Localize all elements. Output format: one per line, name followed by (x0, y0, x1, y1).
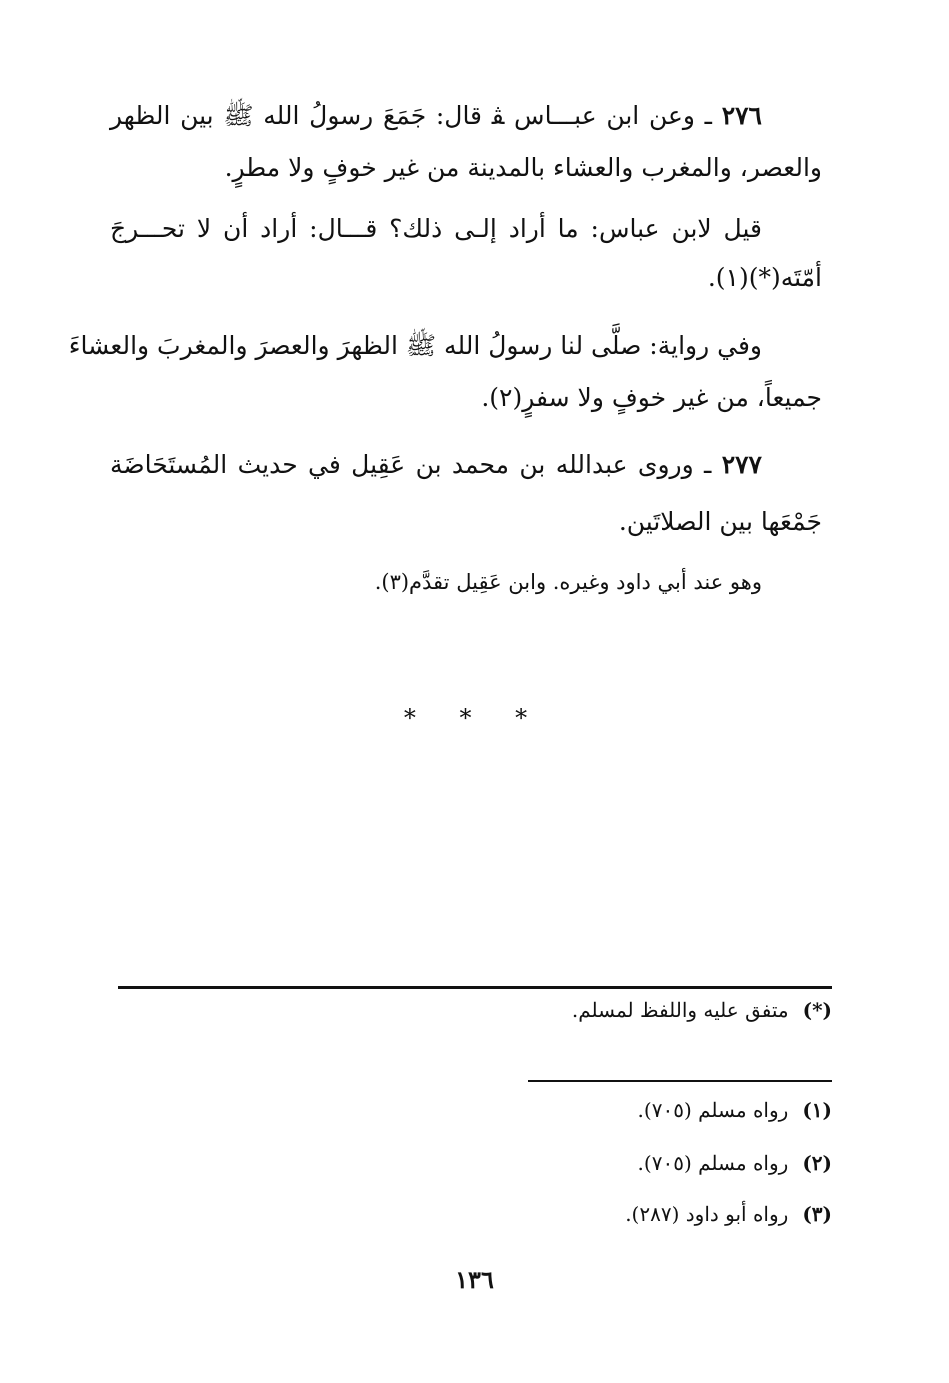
hadith-276-line-4: أمّتَه(*)(١). (707, 263, 822, 292)
footnote-3-mark: (٣) (802, 1202, 832, 1226)
footnote-2-text: رواه مسلم (٧٠٥). (637, 1151, 789, 1175)
hadith-276-text-1: ـ وعن ابن عبـــاس ﭭ قال: جَمَعَ رسولُ الله ﷺ بين الظهر (110, 101, 712, 130)
hadith-276-line-2: والعصر، والمغرب والعشاء بالمدينة من غير خوفٍ ولا مطرٍ. (224, 153, 822, 182)
footnote-3 (110, 1198, 832, 1230)
footnote-divider-long (118, 986, 832, 989)
hadith-276-line-1 (110, 96, 762, 136)
hadith-277-text-1: ـ وروى عبدالله بن محمد بن عَقِيل في حديث المُستَحَاضَة (110, 450, 712, 479)
footnote-divider-short (528, 1080, 832, 1082)
footnote-1-mark: (١) (802, 1098, 832, 1122)
footnote-2 (110, 1147, 832, 1179)
hadith-277-line-3: وهو عند أبي داود وغيره. وابن عَقِيل تقدَّم(٣). (374, 570, 762, 594)
footnote-star (110, 994, 832, 1026)
footnote-1-text: رواه مسلم (٧٠٥). (637, 1098, 789, 1122)
hadith-276-line-6: جميعاً، من غير خوفٍ ولا سفرٍ(٢). (481, 383, 822, 412)
section-separator: * * * (403, 704, 546, 732)
page-number: ١٣٦ (455, 1265, 494, 1294)
hadith-276-line-5: وفي رواية: صلَّى لنا رسولُ الله ﷺ الظهرَ والعصرَ والمغربَ والعشاءَ (68, 331, 762, 360)
hadith-276-line-3: قيل لابن عباس: ما أراد إلـى ذلك؟ قـــال: أراد أن لا تحـــرجَ (110, 214, 762, 243)
hadith-276-number: ٢٧٦ (721, 101, 762, 130)
hadith-277-line-1 (110, 445, 762, 485)
hadith-277-number: ٢٧٧ (721, 450, 762, 479)
footnote-1 (110, 1094, 832, 1126)
footnote-2-mark: (٢) (802, 1151, 832, 1175)
footnote-3-text: رواه أبو داود (٢٨٧). (625, 1202, 789, 1226)
footnote-star-text: متفق عليه واللفظ لمسلم. (571, 998, 789, 1022)
hadith-277-line-2: جَمْعَها بين الصلاتَين. (618, 507, 822, 536)
footnote-star-mark: (*) (802, 998, 832, 1022)
